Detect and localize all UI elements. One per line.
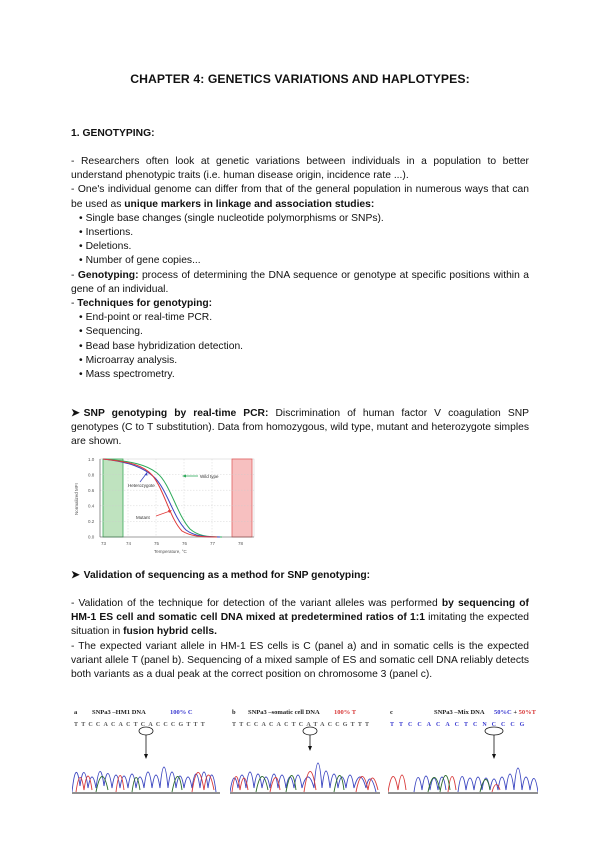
list-item: • Number of gene copies...: [71, 254, 529, 268]
sequencing-panel-b: b SNPa3 –somatic cell DNA 100% T TTCCACACTCATACCGTTT: [230, 706, 380, 796]
chromatogram-c: [388, 726, 538, 796]
red-region: [232, 459, 252, 537]
svg-text:Wild type: Wild type: [200, 474, 219, 479]
genotyping-body: [71, 155, 529, 382]
svg-text:78: 78: [238, 541, 244, 546]
paragraph-researchers: - Researchers often look at genetic variations between individuals in a population to better understand phenotypic traits (i.e. human disease origin, incidence rate ...).: [71, 156, 529, 182]
base-calls: TTCCACACTCNCCCG: [390, 722, 530, 728]
sequencing-panel-c: c SNPa3 –Mix DNA 50%C + 50%T TTCCACACTCNCCCG: [388, 706, 538, 796]
chromatogram-b: [230, 726, 380, 796]
svg-text:0.4: 0.4: [88, 503, 95, 509]
list-item: • Insertions.: [71, 226, 529, 240]
arrow-bullet-icon: ➤: [71, 408, 80, 419]
paragraph-expected-allele: - The expected variant allele in HM-1 ES cells is C (panel a) and in somatic cells is the expected variant allele T (panel b). Sequencing of a mixed sample of ES and somatic cell DNA reliably detects both variants as a dual peak at the correct position on chromosome 3 (panel c).: [71, 640, 529, 681]
paragraph-genotyping-definition: - Genotyping: process of determining the DNA sequence or genotype at specific positions within a gene of an individual.: [71, 269, 529, 295]
paragraph-individual-genome: - One's individual genome can differ from that of the general population in numerous ways that can be used as unique markers in linkage and association studies:: [71, 184, 529, 210]
chapter-title: CHAPTER 4: GENETICS VARIATIONS AND HAPLOTYPES:: [130, 72, 470, 86]
svg-text:75: 75: [154, 541, 160, 546]
svg-text:0.2: 0.2: [88, 519, 95, 524]
techniques-heading: - Techniques for genotyping:: [71, 298, 213, 310]
svg-text:77: 77: [210, 541, 216, 546]
sequencing-panel-a: a SNPa3 –HM1 DNA 100% C TTCCACACTCACCCGTTT: [72, 706, 220, 796]
svg-text:Temperature, °C: Temperature, °C: [154, 549, 187, 554]
list-item: • Single base changes (single nucleotide polymorphisms or SNPs).: [71, 212, 529, 226]
melt-curve-chart: [72, 455, 264, 557]
base-calls: TTCCACACTCACCCGTTT: [74, 722, 208, 728]
list-item: • Sequencing.: [71, 325, 529, 339]
svg-text:Heterozygote: Heterozygote: [128, 483, 155, 488]
svg-text:Mutant: Mutant: [136, 515, 150, 520]
validation-heading: ➤ Validation of sequencing as a method for SNP genotyping:: [71, 570, 371, 581]
svg-text:0.6: 0.6: [88, 488, 95, 493]
list-item: • Mass spectrometry.: [71, 368, 529, 382]
list-item: • Microarray analysis.: [71, 354, 529, 368]
svg-text:74: 74: [126, 541, 132, 546]
section-genotyping: [71, 127, 529, 141]
list-item: • Deletions.: [71, 240, 529, 254]
svg-text:Normalized MFI: Normalized MFI: [74, 483, 79, 515]
list-item: • Bead base hybridization detection.: [71, 340, 529, 354]
svg-text:76: 76: [182, 541, 188, 546]
svg-text:1.0: 1.0: [88, 457, 95, 462]
section-heading: 1. GENOTYPING:: [71, 128, 155, 139]
svg-text:0.8: 0.8: [88, 472, 95, 478]
list-item: • End-point or real-time PCR.: [71, 311, 529, 325]
svg-text:0.0: 0.0: [88, 534, 95, 540]
snp-pcr-paragraph: ➤ SNP genotyping by real-time PCR: Discrimination of human factor V coagulation SNP genotypes (C to T substitution). Data from homozygous, wild type, mutant and heterozygote simples are shown.: [71, 408, 529, 448]
validation-body: [71, 597, 529, 682]
arrow-bullet-icon: ➤: [71, 570, 80, 581]
chromatogram-a: [72, 726, 220, 796]
green-region: [103, 459, 123, 537]
paragraph-validation: - Validation of the technique for detection of the variant alleles was performed by sequencing of HM-1 ES cell and somatic cell DNA mixed at predetermined ratios of 1:1 imitating the expected situation in fusion hybrid cells.: [71, 598, 529, 638]
base-calls: TTCCACACTCATACCGTTT: [232, 722, 373, 728]
svg-text:73: 73: [101, 541, 107, 546]
